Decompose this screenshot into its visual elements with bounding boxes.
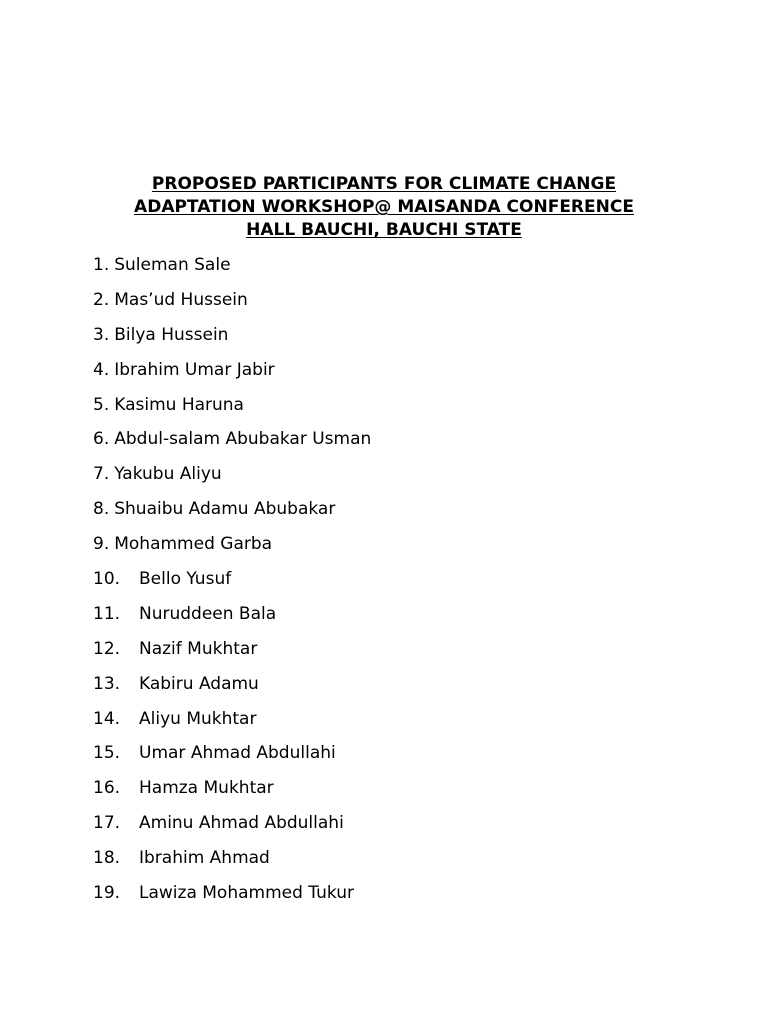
participant-list — [93, 253, 371, 916]
participant-name: Aminu Ahmad Abdullahi — [139, 813, 344, 834]
item-number: 9. — [93, 534, 110, 555]
participant-name: Mohammed Garba — [114, 534, 273, 555]
item-number: 18. — [93, 848, 121, 869]
list-item — [93, 672, 371, 707]
participant-name: Mas’ud Hussein — [114, 289, 248, 310]
participant-name: Yakubu Aliyu — [114, 464, 222, 485]
item-number: 7. — [93, 464, 110, 485]
item-number: 2. — [93, 289, 110, 310]
participant-name: Nazif Mukhtar — [139, 638, 258, 659]
list-item — [93, 811, 371, 846]
participant-name: Shuaibu Adamu Abubakar — [114, 499, 336, 520]
list-item — [93, 497, 371, 532]
participant-name: Bilya Hussein — [114, 324, 229, 345]
list-item — [93, 567, 371, 602]
item-number: 14. — [93, 708, 121, 729]
list-item — [93, 637, 371, 672]
list-item — [93, 462, 371, 497]
item-number: 5. — [93, 394, 110, 415]
item-number: 11. — [93, 603, 121, 624]
participant-name: Ibrahim Ahmad — [139, 848, 270, 869]
item-number: 6. — [93, 429, 110, 450]
list-item — [93, 881, 371, 916]
title-line-1: PROPOSED PARTICIPANTS FOR CLIMATE CHANGE — [151, 174, 617, 194]
item-number: 16. — [93, 778, 121, 799]
participant-name: Kabiru Adamu — [139, 673, 259, 694]
participant-name: Kasimu Haruna — [114, 394, 244, 415]
list-item — [93, 253, 371, 288]
list-item — [93, 602, 371, 637]
item-number: 13. — [93, 673, 121, 694]
item-number: 12. — [93, 638, 121, 659]
list-item — [93, 532, 371, 567]
list-item — [93, 427, 371, 462]
item-number: 4. — [93, 359, 110, 380]
item-number: 19. — [93, 883, 121, 904]
participant-name: Ibrahim Umar Jabir — [114, 359, 275, 380]
title-line-2: ADAPTATION WORKSHOP@ MAISANDA CONFERENCE — [134, 197, 634, 217]
participant-name: Lawiza Mohammed Tukur — [139, 883, 354, 904]
participant-name: Bello Yusuf — [139, 569, 232, 590]
list-item — [93, 358, 371, 393]
list-item — [93, 741, 371, 776]
title-line-3: HALL BAUCHI, BAUCHI STATE — [246, 220, 522, 240]
list-item — [93, 288, 371, 323]
item-number: 17. — [93, 813, 121, 834]
item-number: 10. — [93, 569, 121, 590]
document-title — [90, 173, 678, 242]
participant-name: Umar Ahmad Abdullahi — [139, 743, 336, 764]
participant-name: Aliyu Mukhtar — [139, 708, 257, 729]
list-item — [93, 707, 371, 742]
participant-name: Abdul-salam Abubakar Usman — [114, 429, 372, 450]
list-item — [93, 776, 371, 811]
list-item — [93, 393, 371, 428]
list-item — [93, 846, 371, 881]
item-number: 1. — [93, 255, 110, 275]
item-number: 8. — [93, 499, 110, 520]
item-number: 15. — [93, 743, 121, 764]
participant-name: Suleman Sale — [114, 255, 231, 275]
participant-name: Hamza Mukhtar — [139, 778, 274, 799]
participant-name: Nuruddeen Bala — [139, 603, 277, 624]
item-number: 3. — [93, 324, 110, 345]
list-item — [93, 323, 371, 358]
